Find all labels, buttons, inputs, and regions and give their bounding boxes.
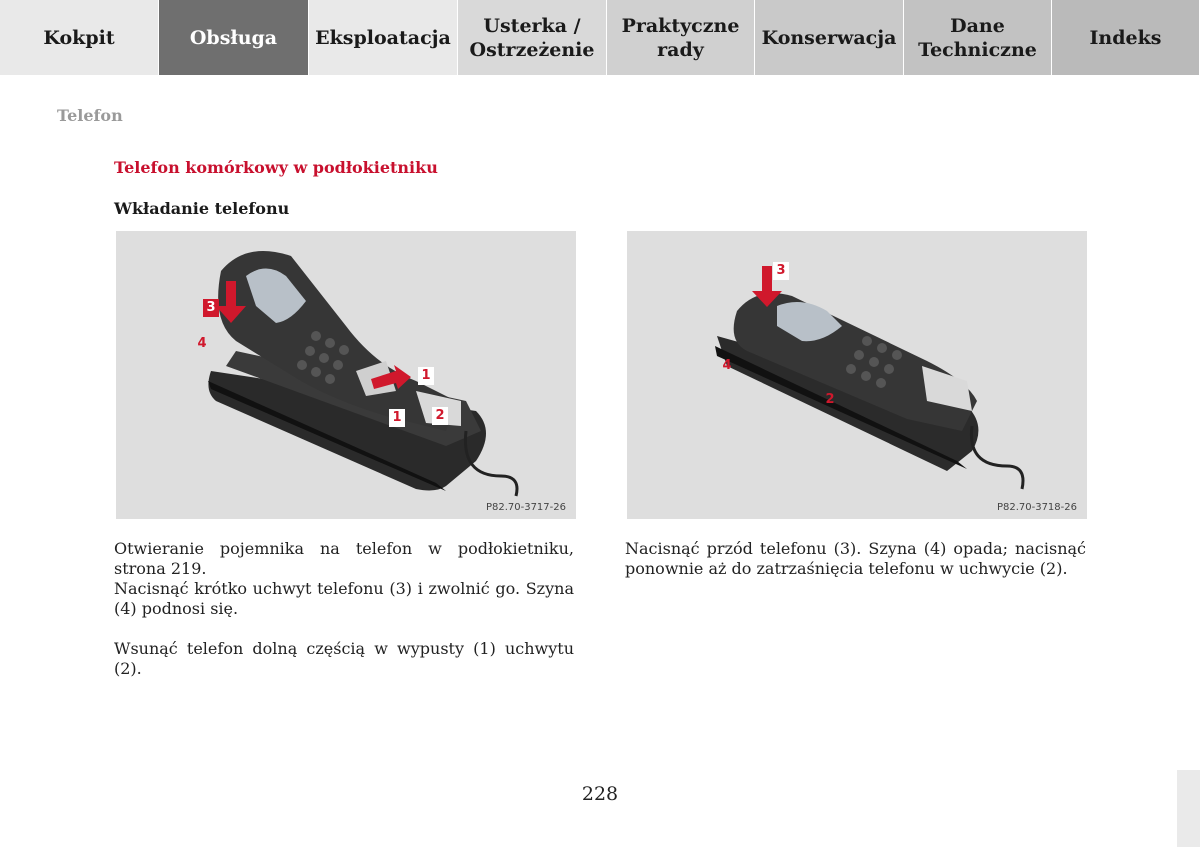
subheading: Wkładanie telefonu xyxy=(114,199,290,218)
callout-4: 4 xyxy=(722,358,732,373)
tab-eksploatacja[interactable]: Eksploatacja xyxy=(309,0,458,75)
section-heading: Telefon komórkowy w podłokietniku xyxy=(114,158,438,177)
tab-praktyczne-rady[interactable]: Praktyczne rady xyxy=(607,0,755,75)
callout-4: 4 xyxy=(197,336,207,351)
callout-1-upper: 1 xyxy=(418,367,434,385)
tab-konserwacja[interactable]: Konserwacja xyxy=(755,0,904,75)
phone-cradle-illustration-2 xyxy=(627,231,1087,519)
figure-phone-insert-step1 xyxy=(116,231,576,519)
callout-1-lower: 1 xyxy=(389,409,405,427)
paragraph-insert-phone: Wsunąć telefon dolną częścią w wypusty (1) uchwytu (2). xyxy=(114,639,574,678)
callout-3: 3 xyxy=(773,262,789,280)
tab-indeks[interactable]: Indeks xyxy=(1052,0,1200,75)
figure-code: P82.70-3717-26 xyxy=(485,502,566,513)
tab-obsługa[interactable]: Obsługa xyxy=(159,0,309,75)
callout-3: 3 xyxy=(203,299,219,317)
tab-dane-techniczne[interactable]: Dane Techniczne xyxy=(904,0,1052,75)
phone-cradle-illustration-1 xyxy=(116,231,576,519)
chapter-tabs xyxy=(0,0,1200,75)
figure-code: P82.70-3718-26 xyxy=(996,502,1077,513)
tab-kokpit[interactable]: Kokpit xyxy=(0,0,159,75)
callout-2: 2 xyxy=(825,392,835,407)
tab-usterka-ostrzeżenie[interactable]: Usterka / Ostrzeżenie xyxy=(458,0,607,75)
paragraph-open-container: Otwieranie pojemnika na telefon w podłokietniku, strona 219. xyxy=(114,539,574,578)
section-label: Telefon xyxy=(57,106,123,125)
side-index-strip xyxy=(1177,770,1200,847)
callout-2: 2 xyxy=(432,407,448,425)
paragraph-press-front: Nacisnąć przód telefonu (3). Szyna (4) opada; nacisnąć ponownie aż do zatrzaśnięcia telefonu w uchwycie (2). xyxy=(625,539,1086,578)
page-number: 228 xyxy=(581,783,619,805)
paragraph-press-holder: Nacisnąć krótko uchwyt telefonu (3) i zwolnić go. Szyna (4) podnosi się. xyxy=(114,579,574,618)
figure-phone-insert-step2 xyxy=(627,231,1087,519)
